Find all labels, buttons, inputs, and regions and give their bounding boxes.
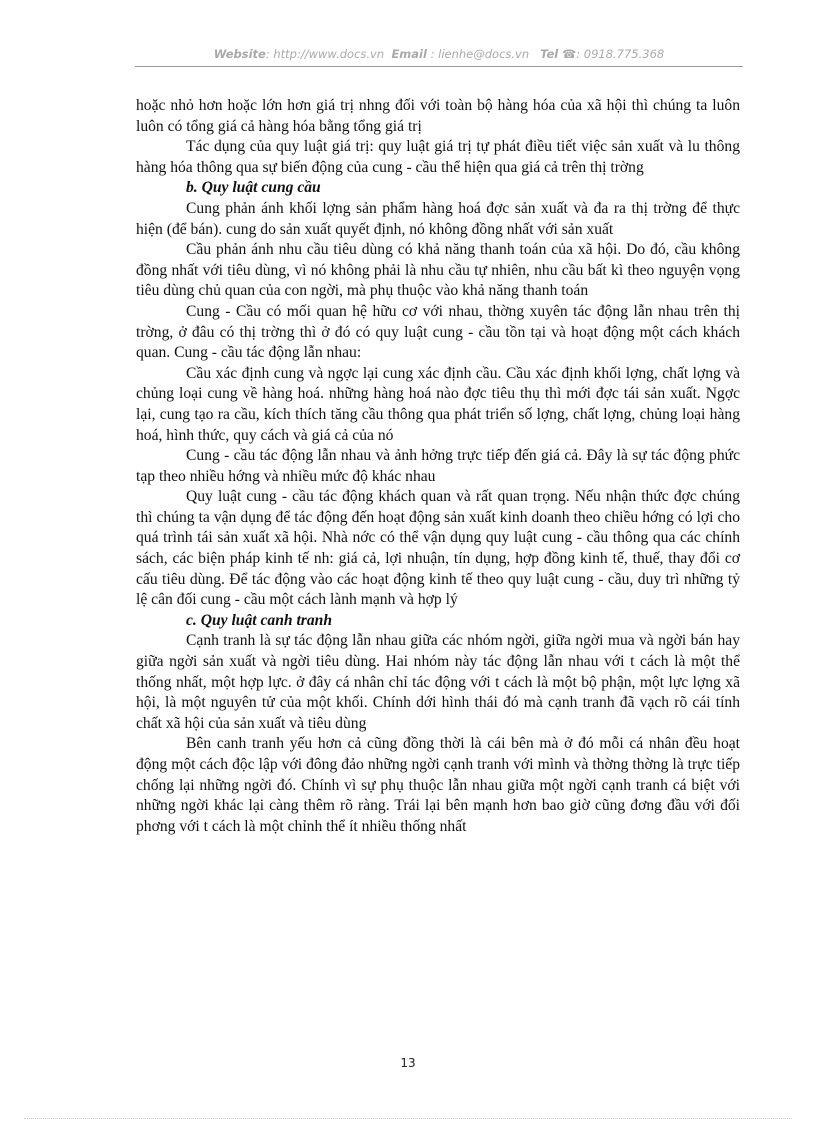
body-paragraph: Bên canh tranh yếu hơn cả cũng đồng thời là cái bên mà ở đó mỗi cá nhân đều hoạt động một cách độc lập với đông đảo những ngời cạnh tranh với mình và thờng thờng là trực tiếp chống lại những ngời đó. Chính vì sự phụ thuộc lẫn nhau giữa một ngời cạnh tranh cá biệt với những ngời khác lại càng thêm rõ ràng. Trái lại bên mạnh hơn bao giờ cũng đơng đầu với đối phơng với t cách là một chỉnh thể ít nhiều thống nhất — [136, 735, 740, 835]
body-paragraph: Cung phản ánh khối lợng sản phẩm hàng hoá đợc sản xuất và đa ra thị trờng để thực hiện (để bán). cung do sản xuất quyết định, nó không đồng nhất với sản xuất — [136, 199, 740, 238]
email-value[interactable]: : lienhe@docs.vn — [430, 47, 530, 61]
section-heading: c. Quy luật canh tranh — [186, 611, 333, 629]
section-heading: b. Quy luật cung cầu — [186, 179, 321, 197]
page-number: 13 — [400, 1056, 416, 1070]
tel-label: Tel — [540, 47, 559, 61]
body-paragraph: Quy luật cung - cầu tác động khách quan và rất quan trọng. Nếu nhận thức đợc chúng thì chúng ta vận dụng để tác động đến hoạt động sản xuất kinh doanh theo chiều hớng có lợi cho quá trình tái sản xuất xã hội. Nhà nớc có thể vận dụng quy luật cung - cầu thông qua các chính sách, các biện pháp kinh tế nh: giá cả, lợi nhuận, tín dụng, hợp đồng kinh tế, thuế, thay đổi cơ cấu tiêu dùng. Để tác động vào các hoạt động kinh tế theo quy luật cung - cầu, duy trì những tỷ lệ cân đối cung - cầu một cách lành mạnh và hợp lý — [136, 488, 740, 609]
bottom-divider — [24, 1118, 792, 1119]
body-paragraph: Cung - cầu tác động lẫn nhau và ảnh hởng trực tiếp đến giá cả. Đây là sự tác động phức tạp theo nhiều hớng và nhiều mức độ khác nhau — [136, 447, 740, 485]
document-body — [136, 96, 740, 837]
body-paragraph: Cung - Cầu có mối quan hệ hữu cơ với nhau, thờng xuyên tác động lẫn nhau trên thị trờng, ở đâu có thị trờng thì ở đó có quy luật cung - cầu tồn tại và hoạt động một cách khách quan. Cung - cầu tác động lẫn nhau: — [136, 302, 740, 362]
phone-icon: ☎ — [561, 47, 577, 61]
body-paragraph: Tác dụng của quy luật giá trị: quy luật giá trị tự phát điều tiết việc sản xuất và lu thông hàng hóa thông qua sự biến động của cung - cầu thể hiện qua giá cả trên thị trờng — [136, 138, 740, 176]
body-paragraph: Cầu phản ánh nhu cầu tiêu dùng có khả năng thanh toán của xã hội. Do đó, cầu không đồng nhất với tiêu dùng, vì nó không phải là nhu cầu tự nhiên, nhu cầu bất kì theo nguyện vọng tiêu dùng chủ quan của con ngời, mà phụ thuộc vào khả năng thanh toán — [136, 241, 740, 300]
email-label: Email — [391, 47, 427, 61]
body-paragraph: Cạnh tranh là sự tác động lẫn nhau giữa các nhóm ngời, giữa ngời mua và ngời bán hay giữa ngời sản xuất và ngời tiêu dùng. Hai nhóm này tác động lẫn nhau với t cách là một thể thống nhất, một hợp lực. ở đây cá nhân chỉ tác động với t cách là một bộ phận, một lực lợng xã hội, là một nguyên tử của một khối. Chính dới hình thái đó mà cạnh tranh đã vạch rõ cái tính chất xã hội của sản xuất và tiêu dùng — [136, 632, 740, 732]
body-paragraph: Cầu xác định cung và ngợc lại cung xác định cầu. Cầu xác định khối lợng, chất lợng và chủng loại cung về hàng hoá. những hàng hoá nào đợc tiêu thụ thì mới đợc tái sản xuất. Ngợc lại, cung tạo ra cầu, kích thích tăng cầu thông qua phát triển số lợng, chất lợng, chủng loại hàng hoá, hình thức, quy cách và giá cả của nó — [136, 364, 740, 444]
header-divider — [135, 66, 743, 67]
page-header — [135, 47, 743, 65]
website-value[interactable]: : http://www.docs.vn — [265, 47, 385, 61]
website-label: Website — [213, 47, 266, 61]
tel-value: : 0918.775.368 — [576, 47, 665, 61]
body-paragraph: hoặc nhỏ hơn hoặc lớn hơn giá trị nhng đối với toàn bộ hàng hóa của xã hội thì chúng ta luôn luôn có tổng giá cả hàng hóa bằng tổng giá trị — [136, 97, 740, 135]
